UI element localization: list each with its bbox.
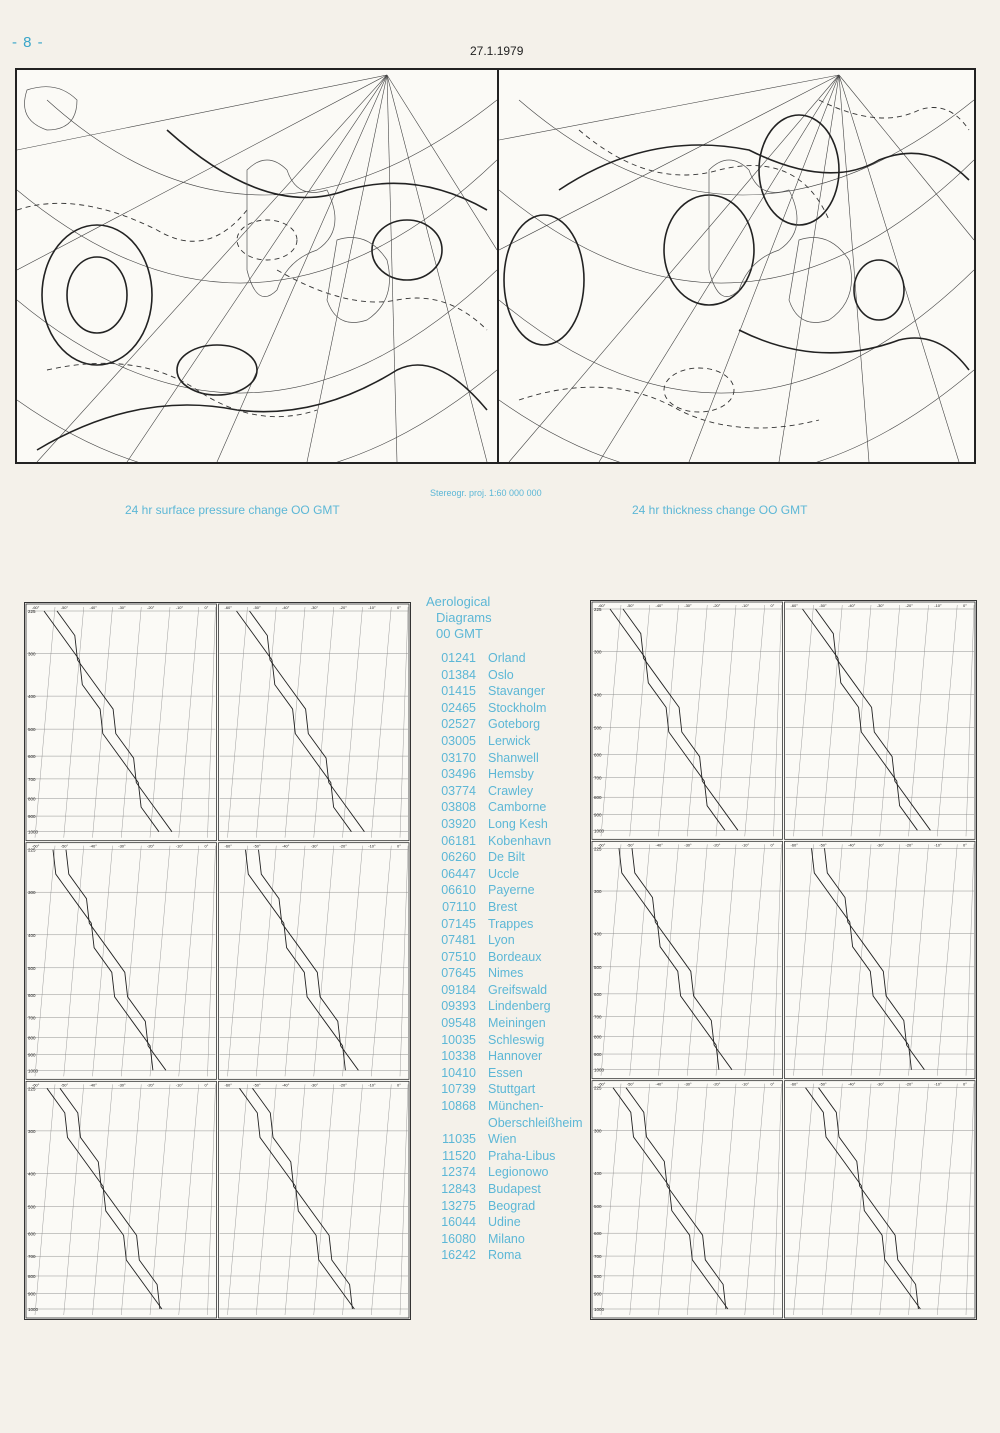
- aerological-diagram: [219, 1081, 410, 1318]
- pressure-level-label: 700: [594, 1254, 602, 1260]
- temperature-tick-label: -10°: [368, 843, 376, 849]
- station-code: 02527: [441, 717, 476, 732]
- station-name: Lyon: [488, 933, 515, 948]
- pressure-level-label: 800: [28, 796, 36, 802]
- station-name: Stuttgart: [488, 1082, 536, 1097]
- station-name: Meiningen: [488, 1016, 546, 1031]
- station-list-item: [426, 1231, 586, 1248]
- temperature-tick-label: -40°: [655, 1081, 663, 1087]
- station-list: [426, 650, 586, 1264]
- temperature-tick-label: -40°: [848, 842, 856, 848]
- station-code: 07145: [441, 916, 476, 931]
- pressure-level-label: 700: [28, 776, 36, 782]
- temperature-tick-label: -20°: [713, 1081, 721, 1087]
- aerological-diagram: [592, 602, 783, 839]
- pressure-level-label: 400: [594, 692, 602, 698]
- station-list-item: [426, 1065, 586, 1082]
- pressure-level-label: 300: [594, 1128, 602, 1134]
- pressure-level-label: 300: [594, 889, 602, 895]
- pressure-level-label: 500: [594, 725, 602, 731]
- temperature-tick-label: -10°: [934, 842, 942, 848]
- temperature-tick-label: -30°: [684, 603, 692, 608]
- station-code: 09548: [441, 1016, 476, 1031]
- temperature-tick-label: -50°: [626, 1081, 635, 1087]
- station-code: 03005: [441, 733, 476, 748]
- station-name: Uccle: [488, 866, 520, 881]
- station-name: Shanwell: [488, 750, 539, 765]
- station-name: Nimes: [488, 966, 524, 981]
- temperature-tick-label: -60°: [598, 842, 606, 848]
- temperature-tick-label: -50°: [253, 605, 261, 610]
- pressure-level-label: 800: [594, 795, 602, 801]
- pressure-level-label: 300: [28, 651, 36, 657]
- station-name: Beograd: [488, 1198, 536, 1213]
- station-code: 11035: [442, 1132, 476, 1147]
- station-name: Milano: [488, 1231, 525, 1246]
- station-name: Udine: [488, 1215, 521, 1230]
- temperature-tick-label: -60°: [598, 603, 606, 608]
- aerological-diagram: [219, 843, 410, 1080]
- station-name: Bordeaux: [488, 949, 542, 964]
- temperature-tick-label: -60°: [224, 605, 232, 610]
- temperature-tick-label: -50°: [626, 842, 635, 848]
- station-name: Kobenhavn: [488, 833, 552, 848]
- pressure-level-label: 300: [28, 890, 36, 896]
- station-name: Oberschleißheim: [488, 1115, 583, 1130]
- station-code: 06447: [441, 866, 476, 881]
- temperature-tick-label: -20°: [147, 605, 155, 610]
- temperature-tick-label: -40°: [89, 843, 97, 849]
- pressure-level-label: 500: [28, 1204, 36, 1210]
- temperature-tick-label: -10°: [368, 605, 376, 610]
- pressure-level-label: 800: [594, 1034, 602, 1040]
- station-code: 11520: [442, 1148, 476, 1163]
- temperature-tick-label: -40°: [655, 603, 663, 608]
- station-list-item: [426, 916, 586, 933]
- pressure-level-label: 500: [28, 727, 36, 733]
- station-name: Oslo: [488, 667, 514, 682]
- station-list-item: [426, 882, 586, 899]
- temperature-tick-label: -50°: [819, 603, 827, 608]
- pressure-level-label: 900: [28, 1052, 36, 1058]
- station-name: Goteborg: [488, 717, 541, 732]
- aerological-diagram: [26, 1081, 217, 1318]
- pressure-level-label: 700: [28, 1254, 36, 1260]
- station-code: 10739: [441, 1082, 476, 1097]
- page-date: 27.1.1979: [470, 44, 524, 58]
- station-list-item: [426, 932, 586, 949]
- station-code: 01241: [441, 651, 476, 665]
- station-name: München-: [488, 1099, 544, 1114]
- pressure-level-label: 225: [28, 609, 36, 614]
- pressure-level-label: 1000: [28, 1068, 39, 1074]
- temperature-tick-label: 0°: [770, 603, 775, 608]
- temperature-tick-label: -50°: [60, 605, 69, 610]
- pressure-level-label: 700: [28, 1015, 36, 1021]
- station-list-item: [426, 799, 586, 816]
- pressure-level-label: 225: [28, 1086, 36, 1092]
- station-code: 07110: [442, 899, 476, 914]
- station-list-item: [426, 1048, 586, 1065]
- temperature-tick-label: -20°: [905, 842, 913, 848]
- pressure-level-label: 900: [594, 1291, 602, 1297]
- legend-title-line1: Aerological: [426, 594, 491, 609]
- temperature-tick-label: 0°: [204, 1082, 209, 1088]
- pressure-level-label: 800: [28, 1273, 36, 1279]
- station-code: 10035: [441, 1032, 476, 1047]
- temperature-tick-label: -30°: [118, 843, 126, 849]
- aerological-diagrams-left: [24, 602, 411, 1320]
- left-map-caption: 24 hr surface pressure change OO GMT: [125, 503, 340, 517]
- aerological-diagram: [592, 841, 783, 1078]
- station-list-item: [426, 1115, 586, 1132]
- aerological-diagram: [26, 604, 217, 841]
- aerological-legend: [426, 594, 586, 1264]
- temperature-tick-label: -60°: [790, 1081, 798, 1087]
- pressure-level-label: 225: [594, 1085, 602, 1091]
- station-code: 06260: [441, 850, 476, 865]
- legend-title-line2: Diagrams: [436, 610, 492, 625]
- temperature-tick-label: -30°: [118, 605, 126, 610]
- surface-pressure-change-map: [15, 68, 499, 464]
- temperature-tick-label: -20°: [147, 843, 155, 849]
- station-code: 03774: [441, 783, 476, 798]
- temperature-tick-label: -40°: [655, 842, 663, 848]
- station-list-item: [426, 1198, 586, 1215]
- temperature-tick-label: -40°: [848, 603, 856, 608]
- station-code: 10338: [441, 1049, 476, 1064]
- temperature-tick-label: -10°: [175, 1082, 184, 1088]
- temperature-tick-label: -40°: [282, 843, 290, 849]
- temperature-tick-label: -30°: [684, 842, 692, 848]
- aerological-diagram: [785, 602, 976, 839]
- station-name: Roma: [488, 1248, 522, 1263]
- temperature-tick-label: -10°: [741, 1081, 750, 1087]
- right-map-caption: 24 hr thickness change OO GMT: [632, 503, 808, 517]
- pressure-level-label: 1000: [28, 829, 39, 835]
- station-list-item: [426, 949, 586, 966]
- station-code: 07481: [441, 933, 476, 948]
- pressure-level-label: 900: [28, 1291, 36, 1297]
- projection-caption: Stereogr. proj. 1:60 000 000: [430, 488, 542, 498]
- station-code: 03920: [441, 816, 476, 831]
- temperature-tick-label: 0°: [770, 842, 775, 848]
- station-list-item: [426, 1247, 586, 1264]
- aerological-diagram: [26, 843, 217, 1080]
- station-code: 03170: [441, 750, 476, 765]
- temperature-tick-label: -50°: [819, 842, 827, 848]
- temperature-tick-label: 0°: [397, 1082, 401, 1088]
- temperature-tick-label: 0°: [963, 1081, 967, 1087]
- station-name: Legionowo: [488, 1165, 549, 1180]
- station-list-item: [426, 1164, 586, 1181]
- station-name: Stavanger: [488, 684, 545, 699]
- pressure-level-label: 600: [594, 752, 602, 758]
- temperature-tick-label: -40°: [89, 605, 97, 610]
- pressure-level-label: 400: [28, 694, 36, 700]
- station-name: Lindenberg: [488, 999, 551, 1014]
- station-name: Greifswald: [488, 982, 548, 997]
- temperature-tick-label: -50°: [60, 843, 69, 849]
- station-list-item: [426, 733, 586, 750]
- temperature-tick-label: -10°: [934, 1081, 942, 1087]
- aerological-diagram: [592, 1081, 783, 1318]
- temperature-tick-label: 0°: [963, 842, 967, 848]
- station-code: 09393: [441, 999, 476, 1014]
- temperature-tick-label: 0°: [397, 843, 401, 849]
- temperature-tick-label: -30°: [310, 605, 319, 610]
- pressure-level-label: 900: [594, 812, 602, 818]
- station-list-item: [426, 1148, 586, 1165]
- station-list-item: [426, 849, 586, 866]
- temperature-tick-label: 0°: [204, 843, 209, 849]
- temperature-tick-label: -60°: [32, 605, 40, 610]
- station-list-item: [426, 683, 586, 700]
- station-list-item: [426, 700, 586, 717]
- legend-title-line3: 00 GMT: [436, 626, 483, 641]
- aerological-diagram: [785, 1081, 976, 1318]
- temperature-tick-label: 0°: [397, 605, 401, 610]
- temperature-tick-label: -10°: [175, 605, 184, 610]
- station-list-item: [426, 998, 586, 1015]
- temperature-tick-label: -10°: [368, 1082, 376, 1088]
- temperature-tick-label: -40°: [282, 1082, 290, 1088]
- station-name: Budapest: [488, 1182, 541, 1196]
- station-list-item: [426, 899, 586, 916]
- station-name: Camborne: [488, 800, 547, 815]
- station-list-item: [426, 982, 586, 999]
- station-code: 06610: [441, 883, 476, 898]
- temperature-tick-label: -10°: [175, 843, 184, 849]
- pressure-level-label: 300: [594, 649, 602, 655]
- temperature-tick-label: -30°: [876, 1081, 885, 1087]
- pressure-level-label: 800: [28, 1035, 36, 1041]
- station-code: 03496: [441, 767, 476, 782]
- temperature-tick-label: -60°: [224, 1082, 232, 1088]
- aerological-diagrams-right: [590, 600, 977, 1320]
- pressure-level-label: 225: [28, 847, 36, 853]
- station-list-item: [426, 1081, 586, 1098]
- station-code: 01415: [441, 684, 476, 699]
- station-code: 12374: [441, 1165, 476, 1180]
- temperature-tick-label: -20°: [339, 605, 347, 610]
- temperature-tick-label: -10°: [741, 603, 750, 608]
- temperature-tick-label: -20°: [713, 603, 721, 608]
- temperature-tick-label: 0°: [963, 603, 967, 608]
- pressure-level-label: 700: [594, 1014, 602, 1020]
- pressure-level-label: 500: [594, 1204, 602, 1210]
- station-list-item: [426, 750, 586, 767]
- temperature-tick-label: -20°: [339, 843, 347, 849]
- station-list-item: [426, 816, 586, 833]
- pressure-level-label: 800: [594, 1273, 602, 1279]
- pressure-level-label: 700: [594, 775, 602, 781]
- station-name: Wien: [488, 1132, 517, 1147]
- station-name: Lerwick: [488, 733, 531, 748]
- station-name: De Bilt: [488, 850, 525, 865]
- pressure-level-label: 300: [28, 1128, 36, 1134]
- station-name: Schleswig: [488, 1032, 545, 1047]
- temperature-tick-label: -40°: [282, 605, 290, 610]
- pressure-level-label: 225: [594, 846, 602, 852]
- pressure-level-label: 400: [594, 931, 602, 937]
- station-list-item: [426, 716, 586, 733]
- temperature-tick-label: -10°: [934, 603, 942, 608]
- pressure-level-label: 1000: [594, 828, 605, 834]
- station-code: 07645: [441, 966, 476, 981]
- station-list-item: [426, 1032, 586, 1049]
- temperature-tick-label: -60°: [598, 1081, 606, 1087]
- temperature-tick-label: -60°: [224, 843, 232, 849]
- station-name: Orland: [488, 651, 526, 665]
- station-code: 01384: [441, 667, 476, 682]
- station-code: 02465: [441, 700, 476, 715]
- station-code: 16080: [441, 1231, 476, 1246]
- temperature-tick-label: -30°: [876, 603, 885, 608]
- station-name: Crawley: [488, 783, 534, 798]
- pressure-level-label: 600: [28, 1231, 36, 1237]
- station-code: 12843: [441, 1182, 476, 1196]
- station-list-item: [426, 1098, 586, 1115]
- temperature-tick-label: -50°: [819, 1081, 827, 1087]
- station-code: 10410: [441, 1065, 476, 1080]
- station-list-item: [426, 766, 586, 783]
- station-list-item: [426, 1131, 586, 1148]
- temperature-tick-label: -20°: [905, 1081, 913, 1087]
- station-name: Stockholm: [488, 700, 547, 715]
- station-list-item: [426, 783, 586, 800]
- temperature-tick-label: -20°: [713, 842, 721, 848]
- station-code: 09184: [441, 982, 476, 997]
- station-code: 13275: [441, 1198, 476, 1213]
- station-list-item: [426, 1214, 586, 1231]
- temperature-tick-label: -30°: [310, 843, 319, 849]
- pressure-level-label: 400: [594, 1171, 602, 1177]
- station-list-item: [426, 866, 586, 883]
- temperature-tick-label: 0°: [204, 605, 209, 610]
- station-name: Praha-Libus: [488, 1148, 556, 1163]
- station-code: 10868: [441, 1099, 476, 1114]
- station-list-item: [426, 833, 586, 850]
- pressure-level-label: 600: [28, 992, 36, 998]
- page-number: - 8 -: [12, 34, 44, 51]
- station-list-item: [426, 667, 586, 684]
- temperature-tick-label: -30°: [684, 1081, 692, 1087]
- temperature-tick-label: -60°: [32, 843, 40, 849]
- station-list-item: [426, 650, 586, 667]
- temperature-tick-label: -50°: [60, 1082, 69, 1088]
- pressure-level-label: 1000: [28, 1307, 39, 1312]
- station-code: 16044: [441, 1215, 476, 1230]
- pressure-level-label: 900: [28, 814, 36, 820]
- station-name: Hemsby: [488, 767, 534, 782]
- station-code: 07510: [441, 949, 476, 964]
- temperature-tick-label: -60°: [32, 1082, 40, 1088]
- aerological-diagram: [219, 604, 410, 841]
- temperature-tick-label: -30°: [310, 1082, 319, 1088]
- station-name: Essen: [488, 1065, 523, 1080]
- temperature-tick-label: -20°: [905, 603, 913, 608]
- pressure-level-label: 500: [594, 964, 602, 970]
- station-name: Payerne: [488, 883, 535, 898]
- station-list-item: [426, 1015, 586, 1032]
- pressure-level-label: 1000: [594, 1307, 605, 1312]
- pressure-level-label: 1000: [594, 1067, 605, 1073]
- pressure-level-label: 900: [594, 1052, 602, 1058]
- temperature-tick-label: -20°: [147, 1082, 155, 1088]
- temperature-tick-label: -30°: [118, 1082, 126, 1088]
- station-list-item: [426, 965, 586, 982]
- temperature-tick-label: -40°: [89, 1082, 97, 1088]
- pressure-level-label: 600: [28, 754, 36, 760]
- station-list-item: [426, 1181, 586, 1198]
- pressure-level-label: 600: [594, 991, 602, 997]
- pressure-level-label: 600: [594, 1231, 602, 1237]
- temperature-tick-label: 0°: [770, 1081, 775, 1087]
- station-name: Trappes: [488, 916, 534, 931]
- pressure-level-label: 500: [28, 965, 36, 971]
- station-name: Hannover: [488, 1049, 543, 1064]
- station-code: [426, 1115, 476, 1132]
- station-code: 16242: [441, 1248, 476, 1263]
- station-name: Brest: [488, 899, 518, 914]
- pressure-level-label: 400: [28, 932, 36, 938]
- pressure-level-label: 400: [28, 1171, 36, 1177]
- station-code: 06181: [441, 833, 476, 848]
- temperature-tick-label: -10°: [741, 842, 750, 848]
- temperature-tick-label: -40°: [848, 1081, 856, 1087]
- station-code: 03808: [441, 800, 476, 815]
- thickness-change-map: [497, 68, 976, 464]
- temperature-tick-label: -20°: [339, 1082, 347, 1088]
- temperature-tick-label: -50°: [253, 1082, 261, 1088]
- temperature-tick-label: -60°: [790, 603, 798, 608]
- aerological-diagram: [785, 841, 976, 1078]
- temperature-tick-label: -30°: [876, 842, 885, 848]
- temperature-tick-label: -60°: [790, 842, 798, 848]
- temperature-tick-label: -50°: [253, 843, 261, 849]
- pressure-level-label: 225: [594, 607, 602, 612]
- temperature-tick-label: -50°: [626, 603, 635, 608]
- station-name: Long Kesh: [488, 816, 548, 831]
